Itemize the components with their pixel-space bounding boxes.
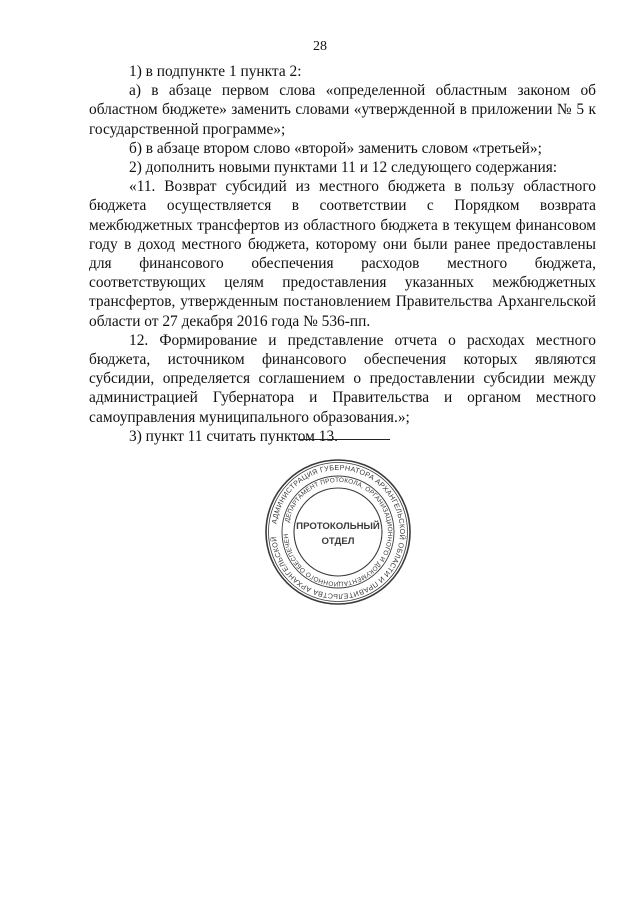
paragraph-point-12: 12. Формирование и представление отчета о расходах местного бюджета, источником финансового обеспечения которых являются субсидии, определяется соглашением о предоставлении субсидии между администрацией Губернатора и Правительства и органом местного самоуправления муниципального образования.»; bbox=[89, 331, 596, 426]
page-number: 28 bbox=[313, 39, 327, 54]
seal-middle-border bbox=[282, 476, 394, 588]
seal-center-line-1: ПРОТОКОЛЬНЫЙ bbox=[296, 521, 380, 532]
seal-graphic bbox=[264, 458, 412, 606]
official-seal-stamp bbox=[264, 458, 412, 606]
paragraph-item-a: а) в абзаце первом слова «определенной областным законом об областном бюджете» заменить словами «утвержденной в приложении № 5 к государственной программе»; bbox=[89, 82, 596, 138]
document-body bbox=[89, 62, 596, 446]
seal-center-line-2: ОТДЕЛ bbox=[321, 536, 355, 547]
paragraph-subitem-1: 1) в подпункте 1 пункта 2: bbox=[129, 63, 302, 80]
paragraph-subitem-2: 2) дополнить новыми пунктами 11 и 12 следующего содержания: bbox=[129, 159, 558, 177]
separator-line bbox=[298, 439, 390, 440]
paragraph-point-11: «11. Возврат субсидий из местного бюджета в пользу областного бюджета осуществляется в соответствии с Порядком возврата межбюджетных трансфертов из областного бюджета в текущем финансовом году в доход местного бюджета, которому они были ранее предоставлены для финансового обеспечения расходов местного бюджета, соответствующих целям предоставления указанных межбюджетных трансфертов, утвержденным постановлением Правительства Архангельской области от 27 декабря 2016 года № 536-пп. bbox=[89, 178, 596, 330]
paragraph-item-b: б) в абзаце втором слово «второй» заменить словом «третьей»; bbox=[129, 139, 542, 157]
seal-inner-ring-text: ДЕПАРТАМЕНТ ПРОТОКОЛА, ОРГАНИЗАЦИОННОГО И ДОКУМЕНТАЦИОННОГО ОБЕСПЕЧЕН bbox=[282, 476, 394, 588]
seal-inner-border bbox=[294, 488, 382, 576]
seal-outer-ring-text: АДМИНИСТРАЦИЯ ГУБЕРНАТОРА АРХАНГЕЛЬСКОЙ ОБЛАСТИ И ПРАВИТЕЛЬСТВА АРХАНГЕЛЬСКОЙ bbox=[269, 462, 408, 602]
paragraph-subitem-3: 3) пункт 11 считать пунктом 13. bbox=[129, 427, 338, 445]
